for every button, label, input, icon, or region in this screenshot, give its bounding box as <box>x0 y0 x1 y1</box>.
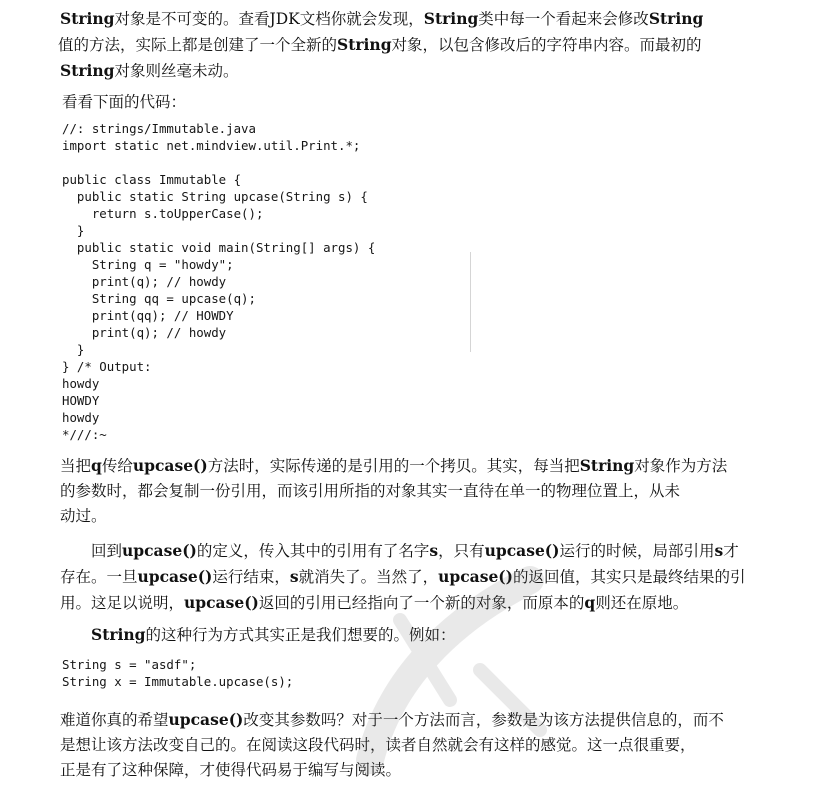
code-line: *///:~ <box>62 427 107 442</box>
lead-in-text: 看看下面的代码： <box>62 93 187 111</box>
paragraph-upcase-definition: 回到upcase()的定义，传入其中的引用有了名字s，只有upcase()运行的时候，局部引用s才 存在。一旦upcase()运行结束，s就消失了。当然了，upcase()的返回值，其实只是最终结果的引 用。这足以说明，upcase()返回的引用已经指向了一个新的对象，而原本的q则还在原地。 <box>60 541 746 612</box>
code-line: public static String upcase(String s) { <box>62 189 368 204</box>
code-line: //: strings/Immutable.java <box>62 121 256 136</box>
intro-line-3: String对象则丝毫未动。 <box>60 61 239 80</box>
code-line: String q = "howdy"; <box>62 257 234 272</box>
intro-line-2: 值的方法，实际上都是创建了一个全新的String对象，以包含修改后的字符串内容。而最初的 <box>58 35 702 54</box>
paragraph-reference-copy: 当把q传给upcase()方法时，实际传递的是引用的一个拷贝。其实，每当把String对象作为方法 的参数时，都会复制一份引用，而该引用所指的对象其实一直待在单一的物理位置上，从未 动过。 <box>60 456 728 525</box>
code-line: import static net.mindview.util.Print.*; <box>62 138 361 153</box>
code-line: print(q); // howdy <box>62 325 227 340</box>
code-listing-example <box>62 656 293 690</box>
code-listing-immutable <box>62 120 375 443</box>
code-line: print(q); // howdy <box>62 274 227 289</box>
code-line: } <box>62 223 85 238</box>
intro-paragraph <box>60 6 820 84</box>
code-line: howdy <box>62 410 100 425</box>
intro-line-1: String对象是不可变的。查看JDK文档你就会发现，String类中每一个看起来会修改String <box>60 9 704 28</box>
code-line: String s = "asdf"; <box>62 657 197 672</box>
paragraph-string-behavior: String的这种行为方式其实正是我们想要的。例如： <box>91 625 456 644</box>
code-line: return s.toUpperCase(); <box>62 206 264 221</box>
code-line: public class Immutable { <box>62 172 242 187</box>
code-line: } <box>62 342 85 357</box>
code-line: String qq = upcase(q); <box>62 291 256 306</box>
code-line: howdy <box>62 376 100 391</box>
scan-artifact <box>470 252 471 352</box>
code-line: print(qq); // HOWDY <box>62 308 234 323</box>
code-line: String x = Immutable.upcase(s); <box>62 674 294 689</box>
code-line: HOWDY <box>62 393 100 408</box>
code-line: public static void main(String[] args) { <box>62 240 376 255</box>
paragraph-conclusion: 难道你真的希望upcase()改变其参数吗？对于一个方法而言，参数是为该方法提供信息的，而不 是想让该方法改变自己的。在阅读这段代码时，读者自然就会有这样的感觉。这一点很重要， 正是有了这种保障，才使得代码易于编写与阅读。 <box>60 710 724 779</box>
code-line: } /* Output: <box>62 359 152 374</box>
